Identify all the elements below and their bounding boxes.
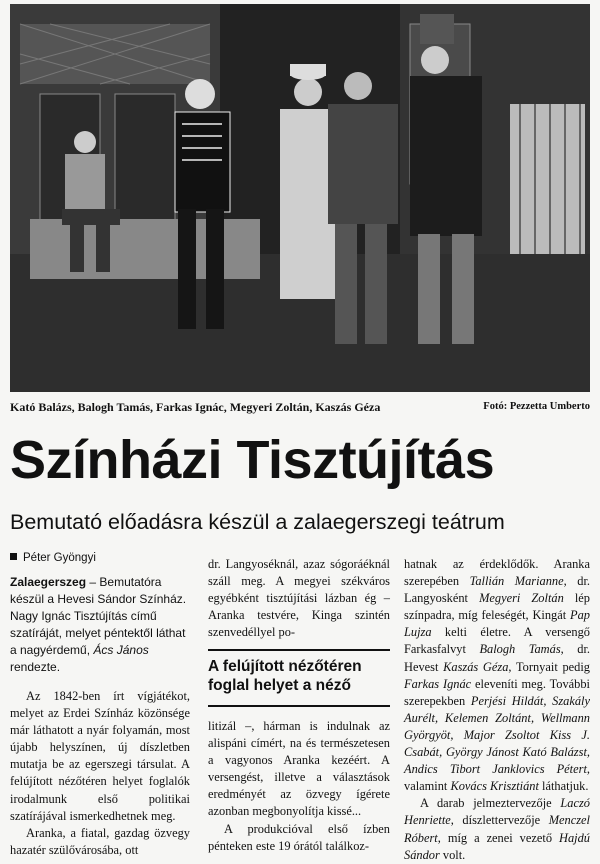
paragraph: litizál –, hárman is indulnak az alispáni címért, na és természetesen a vagyonos Aranka kezéért. A versengést, illetve a választások eredményét az özvegy ígérete azonban megbonyolítja kissé... [208, 719, 390, 819]
crew-name: Hajdú Sándor [404, 830, 590, 862]
paragraph: dr. Langyoséknál, azaz sógoráéknál száll meg. A megyei székváros egyébként tisztújítási lázban ég – Aranka testvére, Kinga szintén szenvedéllyel po- [208, 557, 390, 640]
text: , Tornyait pedig [508, 659, 590, 674]
inline-subheading: A felújított nézőtéren foglal helyet a néző [208, 649, 390, 707]
lead-end: rendezte. [10, 660, 61, 674]
text: volt. [439, 847, 466, 862]
lead-paragraph [10, 574, 190, 676]
actor-name: Balogh Tamás [479, 642, 561, 657]
text: eleveníti meg. További szerepekben [404, 676, 590, 708]
text: láthatjuk. [538, 779, 589, 794]
photo-credit: Fotó: Pezzetta Umberto [483, 401, 590, 412]
stage-photo [10, 4, 590, 392]
caption-names: Kató Balázs, Balogh Tamás, Farkas Ignác, Megyeri Zoltán, Kaszás Géza [10, 400, 381, 414]
crew-name: Menczel Róbert [404, 813, 590, 845]
article-column-1 [10, 574, 190, 859]
lead-text: – Bemutatóra készül a Hevesi Sándor Színház. Nagy Ignác Tisztújítás című szatíráját, melyet péntektől láthat a nagyérdemű, [10, 575, 187, 657]
text: A darab jelmeztervezője [420, 796, 561, 811]
text: lép színpadra, míg feleségét, Kingát [404, 591, 590, 623]
text: kelti életre. A versengő Farkasfalvyt [404, 625, 590, 657]
text: , míg a zenei vezető [437, 830, 560, 845]
lead-place: Zalaegerszeg [10, 575, 87, 589]
text: , valamint [404, 762, 590, 794]
actor-name: Farkas Ignác [404, 676, 472, 691]
byline-author: Péter Gyöngyi [23, 552, 96, 564]
actor-name: Kaszás Géza [443, 659, 509, 674]
text: hatnak az érdeklődők. Aranka szerepében [404, 557, 590, 589]
crew-paragraph [404, 795, 590, 863]
paragraph: A produkcióval első ízben pénteken este 19 órától találkoz- [208, 821, 390, 853]
actor-name: Megyeri Zoltán [479, 591, 564, 606]
actor-names: Perjési Hildát, Szakály Aurélt, Kelemen Zoltánt, Wellmann Györgyöt, Major Zsoltot Kiss J. Csabát, György Jánost Kató Balázst, Andics Tibort Janklovics Pétert [404, 693, 591, 777]
article-column-2-continued [208, 718, 390, 855]
crew-name: Laczó Henriette [404, 796, 590, 828]
article-subheadline: Bemutató előadásra készül a zalaegerszegi teátrum [10, 510, 505, 534]
photo-caption [10, 400, 590, 418]
byline-square-icon [10, 553, 17, 560]
article-headline: Színházi Tisztújítás [10, 430, 495, 490]
text: , díszlettervezője [450, 813, 549, 828]
stage-photo-illustration [10, 4, 590, 392]
article-column-2 [208, 556, 390, 641]
cast-paragraph [404, 556, 590, 795]
paragraph: Aranka, a fiatal, gazdag özvegy hazatér szülővárosába, ott [10, 825, 190, 857]
actor-name: Kovács Krisztiánt [450, 779, 539, 794]
actor-name: Tallián Marianne [469, 574, 564, 589]
article-column-3 [404, 556, 590, 864]
text: , dr. Langyosként [404, 574, 590, 606]
text: , dr. Hevest [404, 642, 590, 674]
actor-name: Pap Lujza [404, 608, 590, 640]
byline [10, 552, 96, 564]
lead-director: Ács János [93, 643, 149, 657]
paragraph: Az 1842-ben írt vígjátékot, melyet az Erdei Színház közönsége már láthatott a nyár folyamán, most újabb helyszínen, új díszletben mutatja be az egerszegi társulat. A felújított nézőtéren helyet foglalók irodalmunk első politikai szatírájával ismerkedhetnek meg. [10, 689, 190, 823]
